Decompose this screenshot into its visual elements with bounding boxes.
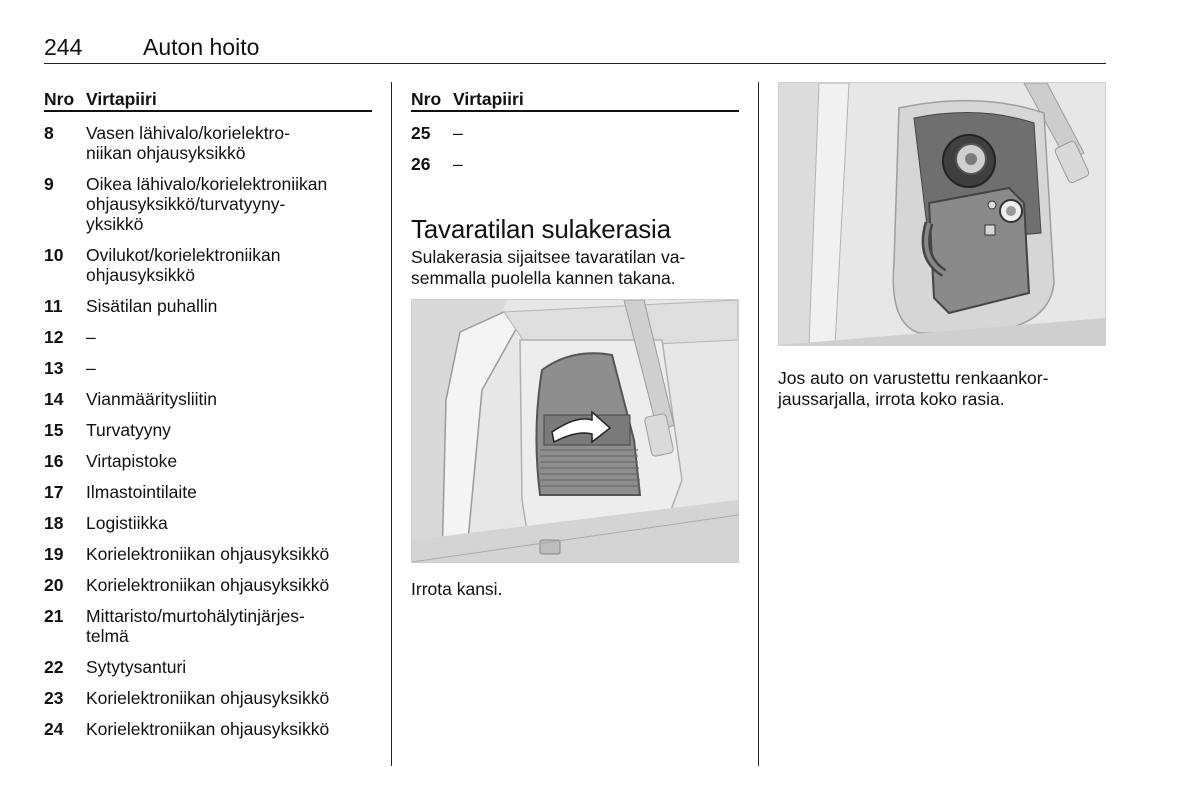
table-row xyxy=(44,719,372,739)
fuse-number: 23 xyxy=(44,688,64,708)
circuit-line: Sisätilan puhallin xyxy=(86,296,218,316)
caption-line: Jos auto on varustettu renkaankor- xyxy=(778,368,1049,388)
fuse-number: 14 xyxy=(44,389,64,409)
circuit-line: yksikkö xyxy=(86,214,144,234)
circuit-line: Sytytysanturi xyxy=(86,657,187,677)
table-row xyxy=(44,688,372,708)
table-body xyxy=(44,123,372,739)
circuit-name xyxy=(86,174,372,234)
circuit-line: – xyxy=(86,327,96,347)
circuit-line: Vasen lähivalo/korielektro- xyxy=(86,123,290,143)
circuit-name xyxy=(86,245,372,285)
fuse-number: 19 xyxy=(44,544,64,564)
column-header-circuit: Virtapiiri xyxy=(86,89,157,109)
circuit-name xyxy=(86,513,372,533)
fuse-number: 8 xyxy=(44,123,54,143)
table-row xyxy=(44,245,372,285)
fuse-number: 20 xyxy=(44,575,64,595)
table-row xyxy=(411,123,739,143)
table-header xyxy=(411,82,739,112)
figure-caption: Irrota kansi. xyxy=(411,579,503,599)
circuit-name xyxy=(86,575,372,595)
table-header xyxy=(44,82,372,112)
circuit-line: Vianmääritysliitin xyxy=(86,389,217,409)
circuit-line: Oikea lähivalo/korielektroniikan xyxy=(86,174,328,194)
circuit-name xyxy=(453,154,739,174)
column-header-nro: Nro xyxy=(411,89,442,109)
table-row xyxy=(44,482,372,502)
circuit-line: – xyxy=(86,358,96,378)
circuit-line: Ovilukot/korielektroniikan xyxy=(86,245,281,265)
fuse-number: 18 xyxy=(44,513,64,533)
fuse-number: 17 xyxy=(44,482,64,502)
fuse-box-illustration xyxy=(778,82,1106,346)
column-divider xyxy=(758,82,759,766)
header-divider xyxy=(44,63,1106,64)
circuit-name xyxy=(86,296,372,316)
fuse-table-left xyxy=(44,82,372,739)
circuit-name xyxy=(86,358,372,378)
circuit-name xyxy=(86,688,372,708)
fuse-number: 21 xyxy=(44,606,64,626)
circuit-name xyxy=(86,657,372,677)
table-row xyxy=(44,513,372,533)
table-row xyxy=(44,296,372,316)
circuit-line: – xyxy=(453,123,463,143)
fuse-number: 24 xyxy=(44,719,64,739)
column-header-circuit: Virtapiiri xyxy=(453,89,524,109)
middle-column xyxy=(411,82,739,600)
circuit-line: telmä xyxy=(86,626,129,646)
fuse-number: 22 xyxy=(44,657,64,677)
figure-caption xyxy=(778,368,1106,410)
page-number: 244 xyxy=(44,34,83,60)
table-row xyxy=(44,358,372,378)
fuse-number: 12 xyxy=(44,327,64,347)
intro-paragraph xyxy=(411,247,739,289)
fuse-number: 11 xyxy=(44,296,63,316)
table-row xyxy=(44,657,372,677)
circuit-line: ohjausyksikkö/turvatyyny- xyxy=(86,194,286,214)
intro-line: Sulakerasia sijaitsee tavaratilan va- xyxy=(411,247,686,267)
circuit-name xyxy=(86,451,372,471)
column-header-nro: Nro xyxy=(44,89,75,109)
table-row xyxy=(44,174,372,234)
page-header xyxy=(44,34,1106,64)
fuse-number: 15 xyxy=(44,420,64,440)
cargo-cover-illustration xyxy=(411,299,739,563)
fuse-number: 13 xyxy=(44,358,64,378)
circuit-line: Mittaristo/murtohälytinjärjes- xyxy=(86,606,305,626)
table-row xyxy=(411,154,739,174)
fuse-number: 25 xyxy=(411,123,431,143)
right-column xyxy=(778,82,1106,410)
fuse-number: 16 xyxy=(44,451,64,471)
table-row xyxy=(44,606,372,646)
circuit-name xyxy=(86,389,372,409)
circuit-name xyxy=(86,544,372,564)
circuit-name xyxy=(453,123,739,143)
table-row xyxy=(44,327,372,347)
section-heading: Tavaratilan sulakerasia xyxy=(411,214,671,244)
section-title: Auton hoito xyxy=(143,34,260,60)
circuit-line: niikan ohjausyksikkö xyxy=(86,143,246,163)
circuit-line: Virtapistoke xyxy=(86,451,178,471)
circuit-line: ohjausyksikkö xyxy=(86,265,195,285)
table-body xyxy=(411,123,739,174)
circuit-line: Ilmastointilaite xyxy=(86,482,197,502)
circuit-line: Logistiikka xyxy=(86,513,168,533)
table-row xyxy=(44,575,372,595)
circuit-name xyxy=(86,420,372,440)
circuit-line: – xyxy=(453,154,463,174)
circuit-name xyxy=(86,606,372,646)
column-divider xyxy=(391,82,392,766)
table-row xyxy=(44,420,372,440)
circuit-name xyxy=(86,719,372,739)
circuit-line: Korielektroniikan ohjausyksikkö xyxy=(86,575,330,595)
fuse-number: 26 xyxy=(411,154,431,174)
circuit-name xyxy=(86,123,372,163)
circuit-line: Korielektroniikan ohjausyksikkö xyxy=(86,544,330,564)
table-row xyxy=(44,389,372,409)
table-row xyxy=(44,123,372,163)
fuse-number: 9 xyxy=(44,174,54,194)
fuse-number: 10 xyxy=(44,245,64,265)
caption-line: jaussarjalla, irrota koko rasia. xyxy=(778,389,1005,409)
table-row xyxy=(44,544,372,564)
circuit-line: Korielektroniikan ohjausyksikkö xyxy=(86,719,330,739)
circuit-line: Korielektroniikan ohjausyksikkö xyxy=(86,688,330,708)
circuit-line: Turvatyyny xyxy=(86,420,171,440)
circuit-name xyxy=(86,482,372,502)
circuit-name xyxy=(86,327,372,347)
intro-line: semmalla puolella kannen takana. xyxy=(411,268,676,288)
table-row xyxy=(44,451,372,471)
